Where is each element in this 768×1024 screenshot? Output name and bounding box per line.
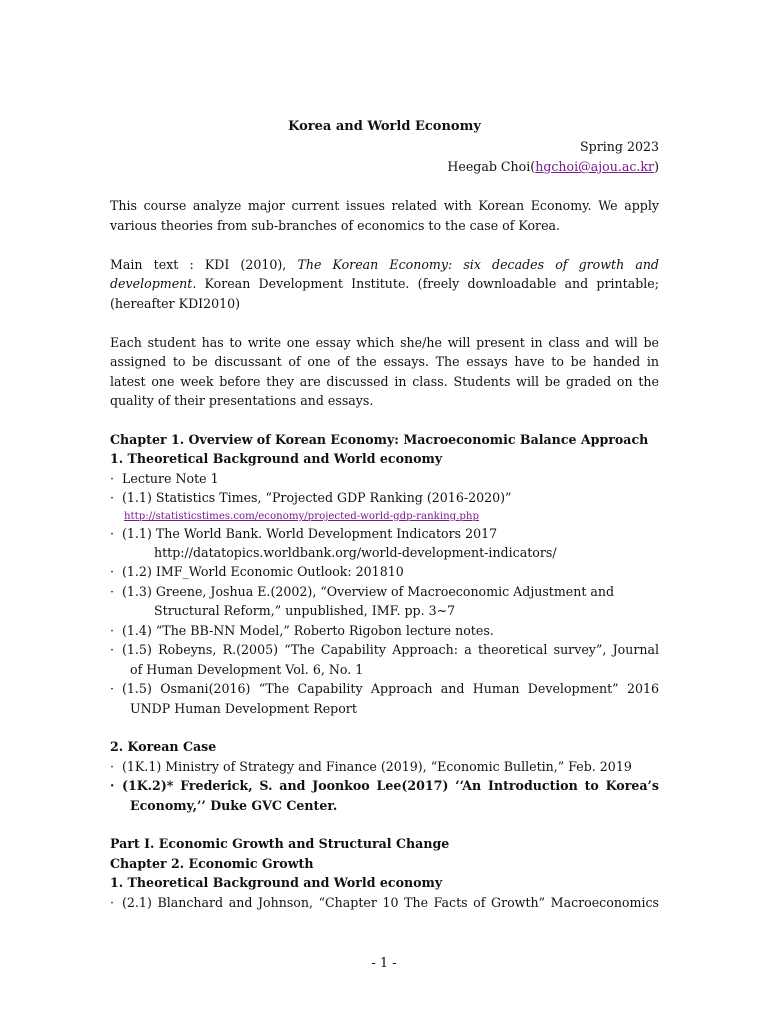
list-item-cont: of Human Development Vol. 6, No. 1 bbox=[130, 662, 364, 677]
intro-line-2: various theories from sub-branches of economics to the case of Korea. bbox=[110, 218, 561, 233]
list-item: · (1.1) Statistics Times, “Projected GDP Ranking (2016-2020)” bbox=[110, 490, 512, 505]
list-item: · (1.1) The World Bank. World Development Indicators 2017 bbox=[110, 526, 498, 541]
list-item: · (1K.1) Ministry of Strategy and Finance (2019), “Economic Bulletin,” Feb. 2019 bbox=[110, 759, 632, 774]
semester: Spring 2023 bbox=[580, 139, 659, 154]
part1-section1: 1. Theoretical Background and World economy bbox=[110, 875, 443, 890]
page-number: - 1 - bbox=[371, 956, 397, 971]
essay-line-3: latest one week before they are discussed in class. Students will be graded on the bbox=[110, 374, 659, 389]
list-item: · (1K.2)* Frederick, S. and Joonkoo Lee(2017) ‘‘An Introduction to Korea’s bbox=[110, 778, 659, 793]
chapter1-section2: 2. Korean Case bbox=[110, 739, 217, 754]
instructor-name: Heegab Choi bbox=[447, 159, 531, 174]
main-text-line-1: Main text : KDI (2010), The Korean Economy: six decades of growth and bbox=[110, 257, 659, 272]
intro-line-1: This course analyze major current issues related with Korean Economy. We apply bbox=[110, 198, 659, 213]
list-item: · (2.1) Blanchard and Johnson, “Chapter 10 The Facts of Growth” Macroeconomics bbox=[110, 895, 659, 910]
instructor-email-link[interactable]: hgchoi@ajou.ac.kr bbox=[535, 159, 655, 174]
essay-line-2: assigned to be discussant of one of the essays. The essays have to be handed in bbox=[110, 354, 659, 369]
chapter2-heading: Chapter 2. Economic Growth bbox=[110, 856, 314, 871]
statistics-times-link[interactable]: http://statisticstimes.com/economy/projected-world-gdp-ranking.php bbox=[124, 511, 479, 522]
list-item-cont: Economy,’’ Duke GVC Center. bbox=[130, 798, 338, 813]
world-bank-url: http://datatopics.worldbank.org/world-development-indicators/ bbox=[154, 545, 557, 560]
list-item: · (1.4) “The BB-NN Model,” Roberto Rigobon lecture notes. bbox=[110, 623, 494, 638]
list-item: · (1.2) IMF_World Economic Outlook: 201810 bbox=[110, 564, 404, 579]
essay-line-4: quality of their presentations and essays. bbox=[110, 393, 374, 408]
main-text-line-2: development. Korean Development Institute. (freely downloadable and printable; bbox=[110, 276, 659, 291]
part1-heading: Part I. Economic Growth and Structural Change bbox=[110, 836, 450, 851]
list-item-cont: Structural Reform,” unpublished, IMF. pp. 3~7 bbox=[154, 603, 456, 618]
main-text-title-cont: development bbox=[110, 276, 193, 291]
chapter1-heading: Chapter 1. Overview of Korean Economy: Macroeconomic Balance Approach bbox=[110, 432, 649, 447]
main-text-line-3: (hereafter KDI2010) bbox=[110, 296, 241, 311]
document-title: Korea and World Economy bbox=[288, 119, 481, 134]
main-text-title: The Korean Economy: six decades of growth and bbox=[297, 257, 659, 272]
list-item: · (1.3) Greene, Joshua E.(2002), “Overview of Macroeconomic Adjustment and bbox=[110, 584, 615, 599]
list-item: · (1.5) Osmani(2016) “The Capability Approach and Human Development” 2016 bbox=[110, 681, 659, 696]
list-item: · (1.5) Robeyns, R.(2005) “The Capability Approach: a theoretical survey”, Journal bbox=[110, 642, 659, 657]
essay-line-1: Each student has to write one essay which she/he will present in class and will be bbox=[110, 335, 659, 350]
instructor-line: Heegab Choi(hgchoi@ajou.ac.kr) bbox=[447, 159, 659, 174]
chapter1-section1: 1. Theoretical Background and World economy bbox=[110, 451, 443, 466]
list-item: · Lecture Note 1 bbox=[110, 471, 219, 486]
list-item-cont: UNDP Human Development Report bbox=[130, 701, 357, 716]
